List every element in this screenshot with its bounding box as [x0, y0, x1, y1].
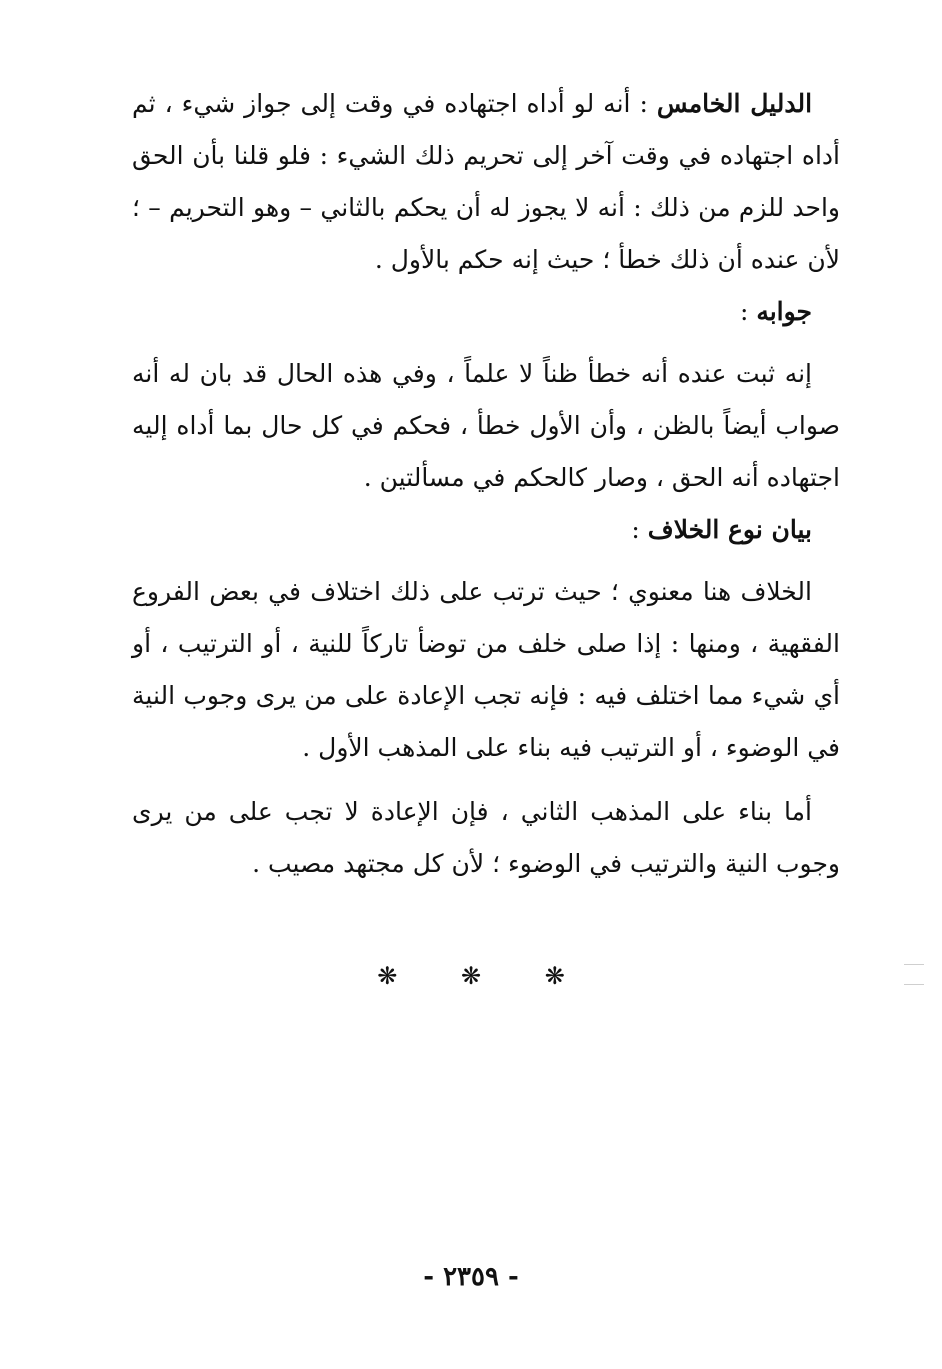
paragraph-evidence-five: [132, 78, 840, 286]
paragraph-disagreement: الخلاف هنا معنوي ؛ حيث ترتب على ذلك اختلاف في بعض الفروع الفقهية ، ومنها : إذا صلى خلف من توضأ تاركاً للنية ، أو الترتيب ، أو أي شيء مما اختلف فيه : فإنه تجب الإعادة على من يرى وجوب النية في الوضوء ، أو الترتيب فيه بناء على المذهب الأول .: [132, 577, 840, 762]
paragraph-answer: إنه ثبت عنده أنه خطأ ظناً لا علماً ، وفي هذه الحال قد بان له أنه صواب أيضاً بالظن ، وأن الأول خطأ ، فحكم في كل حال بما أداه إليه اجتهاده أنه الحق ، وصار كالحكم في مسألتين .: [132, 359, 840, 492]
page-number: - ٢٣٥٩ -: [423, 1262, 519, 1292]
asterisk-ornament-icon: ❋: [377, 962, 398, 990]
disagreement-type-heading: بيان نوع الخلاف: [647, 515, 812, 544]
answer-heading: جوابه: [756, 297, 812, 326]
disagreement-type-colon: :: [631, 515, 648, 544]
paragraph-second-school: أما بناء على المذهب الثاني ، فإن الإعادة لا تجب على من يرى وجوب النية والترتيب في الوضوء ؛ لأن كل مجتهد مصيب .: [132, 797, 840, 878]
asterisk-ornament-icon: ❋: [460, 962, 482, 990]
main-text: [132, 78, 840, 890]
answer-heading-colon: :: [739, 297, 757, 326]
evidence-five-heading: الدليل الخامس: [656, 89, 813, 118]
answer-heading-line: [132, 286, 840, 338]
scan-margin-mark: [904, 984, 924, 985]
asterisk-ornament-icon: ❋: [544, 962, 565, 990]
scan-margin-mark: [904, 964, 924, 965]
section-separator: [0, 962, 942, 990]
disagreement-type-heading-line: [132, 504, 840, 556]
evidence-five-text: : أنه لو أداه اجتهاده في وقت إلى جواز شيء ، ثم أداه اجتهاده في وقت آخر إلى تحريم ذلك الشيء : فلو قلنا بأن الحق واحد للزم من ذلك : أنه لا يجوز له أن يحكم بالثاني – وهو التحريم – ؛ لأن عنده أن ذلك خطأ ؛ حيث إنه حكم بالأول .: [132, 89, 840, 274]
